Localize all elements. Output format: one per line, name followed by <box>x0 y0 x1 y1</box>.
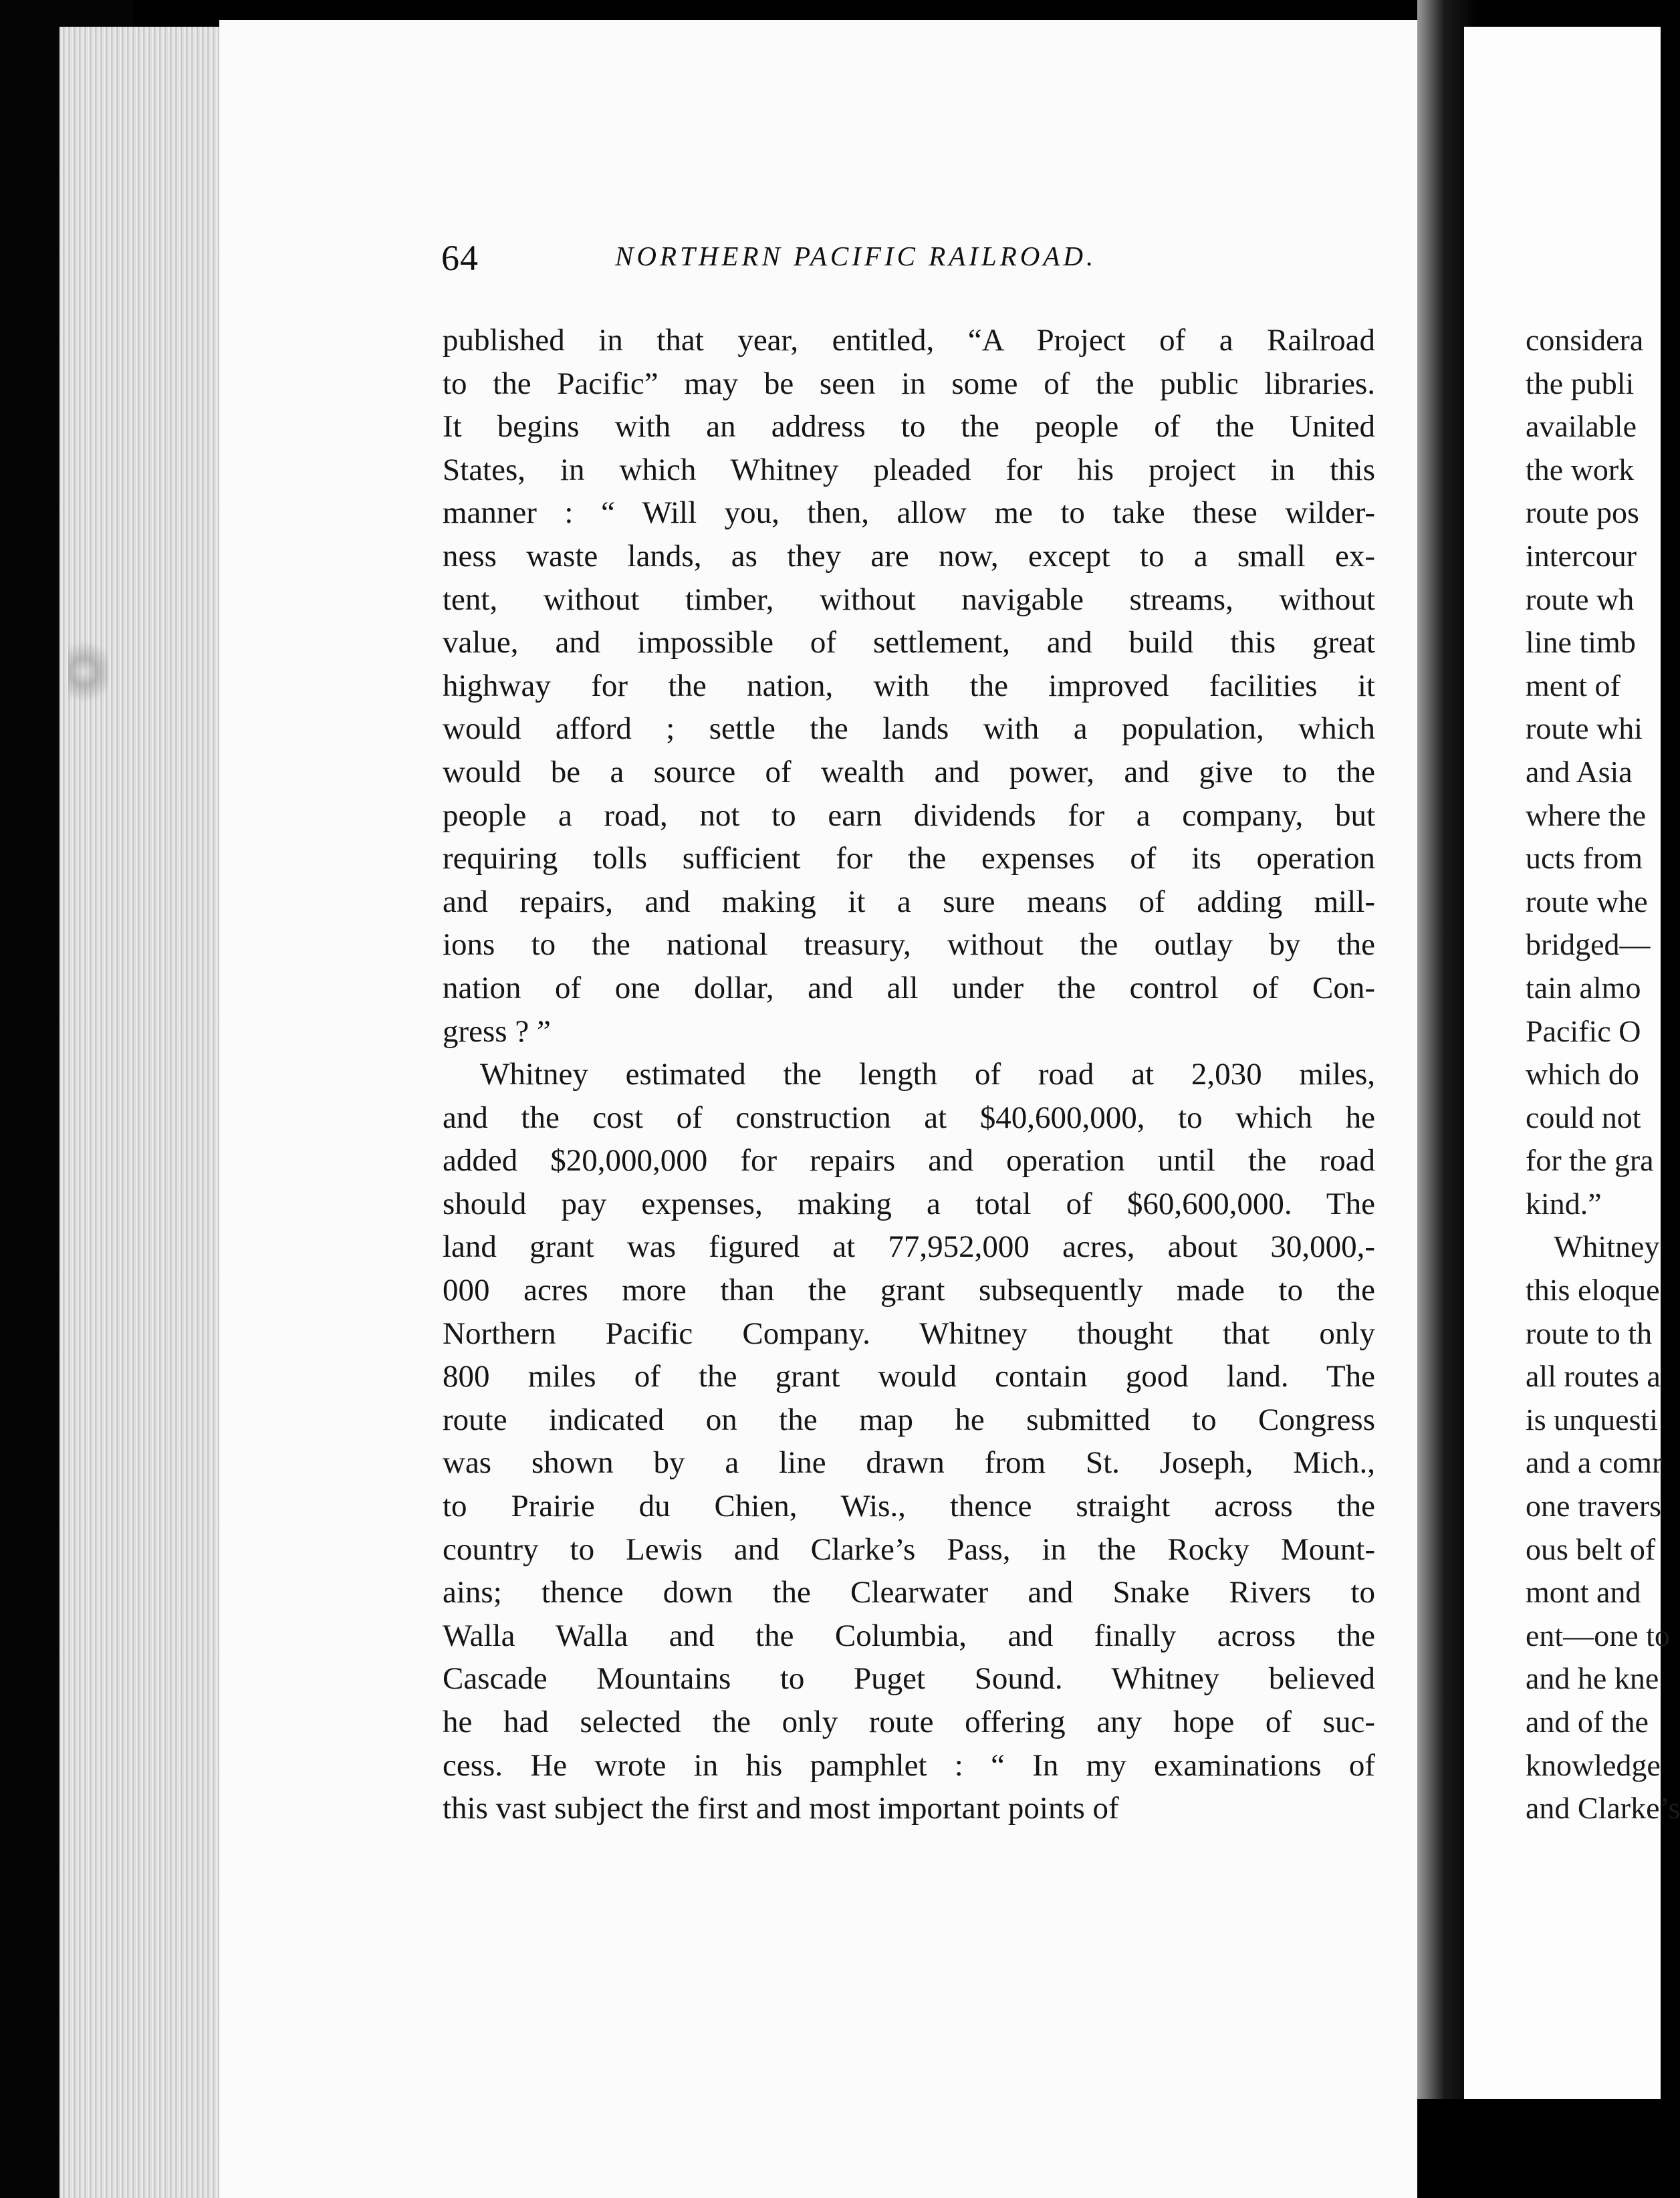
text-line: Whitney estimated the length of road at 2,030 miles, <box>480 1057 1375 1092</box>
right-text-line: tain almo <box>1526 970 1641 1005</box>
right-text-line: and he kne <box>1526 1661 1659 1696</box>
right-page-text-column <box>1526 319 1680 1830</box>
right-text-line: ous belt of <box>1526 1532 1656 1566</box>
text-line: ions to the national treasury, without the outlay by the <box>443 927 1375 963</box>
right-text-line: Whitney <box>1554 1229 1660 1264</box>
text-line: Cascade Mountains to Puget Sound. Whitney believed <box>443 1661 1375 1697</box>
right-text-line: route to th <box>1526 1316 1653 1350</box>
right-text-line: ucts from <box>1526 841 1643 876</box>
right-text-line: route pos <box>1526 495 1639 530</box>
text-line: route indicated on the map he submitted to Congress <box>443 1402 1375 1437</box>
page-header-title: NORTHERN PACIFIC RAILROAD. <box>615 241 1097 271</box>
right-text-line: the work <box>1526 452 1635 487</box>
text-line: should pay expenses, making a total of $60,600,000. The <box>443 1186 1375 1221</box>
right-text-line: route whi <box>1526 711 1643 746</box>
text-line: cess. He wrote in his pamphlet : “ In my examinations of <box>443 1747 1375 1783</box>
text-line: and the cost of construction at $40,600,000, to which he <box>443 1100 1375 1135</box>
right-text-line: the publi <box>1526 366 1635 400</box>
right-text-line: mont and <box>1526 1575 1641 1610</box>
text-line: was shown by a line drawn from St. Joseph, Mich., <box>443 1445 1375 1481</box>
right-text-line: and of the <box>1526 1705 1649 1739</box>
text-line: requiring tolls sufficient for the expenses of its operation <box>443 841 1375 876</box>
bottom-corner-shadow <box>1417 2099 1661 2198</box>
right-text-line: is unquesti <box>1526 1402 1659 1437</box>
main-text-column <box>443 319 1375 1830</box>
right-text-line: could not <box>1526 1100 1641 1134</box>
right-text-line: where the <box>1526 798 1647 832</box>
text-line: ains; thence down the Clearwater and Snake Rivers to <box>443 1575 1375 1610</box>
right-text-line: intercour <box>1526 538 1637 573</box>
right-text-line: available <box>1526 409 1637 444</box>
text-line: It begins with an address to the people of the United <box>443 409 1375 445</box>
text-line: people a road, not to earn dividends for a company, but <box>443 798 1375 833</box>
running-head <box>441 237 1404 284</box>
page-number: 64 <box>441 238 479 278</box>
right-text-line: which do <box>1526 1057 1639 1092</box>
text-line: to Prairie du Chien, Wis., thence straight across the <box>443 1489 1375 1524</box>
right-text-line: knowledge <box>1526 1747 1661 1782</box>
right-text-line: and Clarke’s <box>1526 1791 1680 1826</box>
right-text-line: line timb <box>1526 625 1636 660</box>
right-text-line: considera <box>1526 323 1644 357</box>
right-text-line: ent—one to <box>1526 1618 1670 1653</box>
text-line: nation of one dollar, and all under the control of Con- <box>443 970 1375 1005</box>
text-line: 000 acres more than the grant subsequently made to the <box>443 1273 1375 1308</box>
text-line: this vast subject the first and most important points of <box>443 1791 1119 1826</box>
right-text-line: route wh <box>1526 582 1635 616</box>
right-text-line: kind.” <box>1526 1186 1602 1221</box>
text-line: and repairs, and making it a sure means of adding mill- <box>443 884 1375 919</box>
right-text-line: for the gra <box>1526 1143 1654 1178</box>
text-line: added $20,000,000 for repairs and operation until the road <box>443 1143 1375 1179</box>
text-line: Walla Walla and the Columbia, and finally across the <box>443 1618 1375 1653</box>
text-line: highway for the nation, with the improved facilities it <box>443 668 1375 703</box>
text-line: manner : “ Will you, then, allow me to take these wilder- <box>443 495 1375 531</box>
text-line: would afford ; settle the lands with a population, which <box>443 711 1375 747</box>
right-text-line: Pacific O <box>1526 1013 1641 1048</box>
text-line: land grant was figured at 77,952,000 acres, about 30,000,- <box>443 1229 1375 1265</box>
text-line: Northern Pacific Company. Whitney thought that only <box>443 1316 1375 1351</box>
text-line: to the Pacific” may be seen in some of the public libraries. <box>443 366 1375 401</box>
right-text-line: one travers <box>1526 1489 1662 1523</box>
right-text-line: this eloque <box>1526 1273 1660 1308</box>
right-text-line: bridged— <box>1526 927 1651 962</box>
text-line: he had selected the only route offering any hope of suc- <box>443 1705 1375 1739</box>
text-line: gress ? ” <box>443 1013 551 1049</box>
right-text-line: and Asia <box>1526 754 1633 789</box>
text-line: ness waste lands, as they are now, except to a small ex- <box>443 538 1375 574</box>
text-line: tent, without timber, without navigable streams, without <box>443 582 1375 617</box>
text-line: value, and impossible of settlement, and build this great <box>443 625 1375 660</box>
right-text-line: ment of <box>1526 668 1621 703</box>
text-line: would be a source of wealth and power, and give to the <box>443 754 1375 789</box>
text-line: 800 miles of the grant would contain good land. The <box>443 1359 1375 1394</box>
right-text-line: all routes a <box>1526 1359 1661 1394</box>
text-line: States, in which Whitney pleaded for his project in this <box>443 452 1375 487</box>
paper-stain <box>68 635 108 709</box>
page-edges <box>59 27 221 2198</box>
text-line: country to Lewis and Clarke’s Pass, in the Rocky Mount- <box>443 1532 1375 1567</box>
text-line: published in that year, entitled, “A Project of a Railroad <box>443 323 1375 358</box>
right-text-line: route whe <box>1526 884 1648 919</box>
right-text-line: and a comr <box>1526 1445 1663 1480</box>
